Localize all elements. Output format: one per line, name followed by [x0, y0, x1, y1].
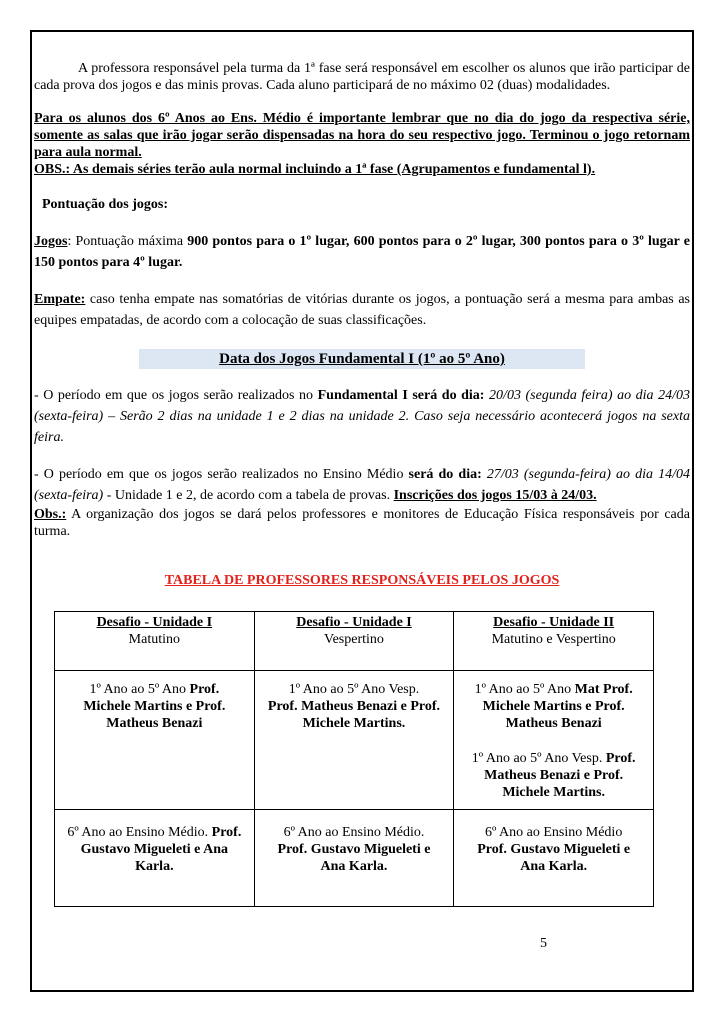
table-cell [55, 612, 255, 671]
table-title: TABELA DE PROFESSORES RESPONSÁVEIS PELOS JOGOS [164, 573, 560, 588]
cell-teachers: Prof. Gustavo Migueleti e Ana Karla. [80, 825, 242, 874]
empate-paragraph [34, 289, 690, 331]
periodo1-bold: Fundamental I será do dia: [317, 388, 485, 403]
cell-text: 1º Ano ao 5º Ano Vesp. [471, 751, 606, 766]
empate-text: caso tenha empate nas somatórias de vitórias durante os jogos, a pontuação será a mesma para ambas as equipes empatadas, de acordo com a colocação de suas classificações. [34, 292, 690, 328]
table-row [55, 810, 654, 907]
cell-teachers: Prof. Matheus Benazi e Prof. Michele Martins. [484, 751, 636, 800]
periodo1-pre: - O período em que os jogos serão realizados no [34, 388, 318, 403]
cell-text: 1º Ano ao 5º Ano [89, 682, 190, 697]
page-number: 5 [540, 936, 547, 951]
table-cell [254, 612, 454, 671]
cell-teachers: Prof. Gustavo Migueleti e Ana Karla. [477, 842, 631, 874]
pontuacao-title: Pontuação dos jogos: [42, 197, 169, 212]
cell-teachers: Prof. Michele Martins e Prof. Matheus Benazi [83, 682, 226, 731]
cell-text: 6º Ano ao Ensino Médio. [283, 825, 425, 840]
column-subheader: Matutino e Vespertino [491, 632, 616, 647]
jogos-points: 900 pontos para o 1º lugar, 600 pontos para o 2º lugar, 300 pontos para o 3º lugar e 150 pontos para 4º lugar. [34, 234, 690, 270]
periodo2-italic: 27/03 (segunda-feira) ao dia 14/04 (sexta-feira) [34, 467, 690, 503]
column-header: Desafio - Unidade II [493, 615, 615, 630]
table-header-row [55, 612, 654, 671]
table-cell [454, 612, 654, 671]
column-subheader: Matutino [128, 632, 180, 647]
column-header: Desafio - Unidade I [296, 615, 412, 630]
table-cell [454, 810, 654, 907]
teachers-table [54, 611, 654, 907]
cell-text: 6º Ano ao Ensino Médio [484, 825, 623, 840]
obs-paragraph: OBS.: As demais séries terão aula normal incluindo a 1ª fase (Agrupamentos e fundamental l). [34, 162, 596, 177]
table-row [55, 671, 654, 810]
jogos-label: Jogos [34, 234, 68, 249]
cell-teachers: Prof. Gustavo Migueleti e Ana Karla. [277, 842, 431, 874]
document-body [34, 60, 690, 907]
obs2-label: Obs.: [34, 507, 67, 522]
periodo2-paragraph [34, 464, 690, 506]
cell-text: 1º Ano ao 5º Ano [474, 682, 575, 697]
inscricoes-text: Inscrições dos jogos 15/03 à 24/03. [393, 488, 597, 503]
cell-text: 1º Ano ao 5º Ano Vesp. [288, 682, 420, 697]
periodo2-bold: será do dia: [408, 467, 482, 482]
cell-teachers: Mat Prof. Michele Martins e Prof. Matheus Benazi [482, 682, 633, 731]
section-title: Data dos Jogos Fundamental I (1º ao 5º Ano) [139, 349, 585, 369]
intro-paragraph: A professora responsável pela turma da 1ª fase será responsável em escolher os alunos que irão participar de cada prova dos jogos e das minis provas. Cada aluno participará de no máximo 02 (duas) modalidades. [34, 61, 690, 93]
table-cell [454, 671, 654, 810]
column-header: Desafio - Unidade I [96, 615, 213, 630]
table-cell [55, 810, 255, 907]
obs2-paragraph [34, 506, 690, 540]
jogos-paragraph [34, 231, 690, 273]
notice-paragraph: Para os alunos dos 6º Anos ao Ens. Médio é importante lembrar que no dia do jogo da respectiva série, somente as salas que irão jogar serão dispensadas na hora do seu respectivo jogo. Terminou o jogo retornam para aula normal. [34, 111, 690, 160]
table-cell [55, 671, 255, 810]
table-cell [254, 671, 454, 810]
cell-text: 6º Ano ao Ensino Médio. [67, 825, 212, 840]
table-cell [254, 810, 454, 907]
periodo1-italic: 20/03 (segunda feira) ao dia 24/03 (sexta-feira) – Serão 2 dias na unidade 1 e 2 dias na unidade 2. Caso seja necessário acontecerá jogos na sexta feira. [34, 388, 690, 445]
cell-teachers: Prof. Matheus Benazi e Prof. Michele Martins. [267, 699, 441, 731]
column-subheader: Vespertino [324, 632, 384, 647]
obs2-text: A organização dos jogos se dará pelos professores e monitores de Educação Física responsáveis por cada turma. [34, 507, 690, 539]
empate-label: Empate: [34, 292, 86, 307]
jogos-text: : Pontuação máxima [67, 234, 188, 249]
periodo1-paragraph [34, 385, 690, 448]
periodo2-post: - Unidade 1 e 2, de acordo com a tabela de provas. [103, 488, 394, 503]
periodo2-pre: - O período em que os jogos serão realizados no Ensino Médio [34, 467, 409, 482]
